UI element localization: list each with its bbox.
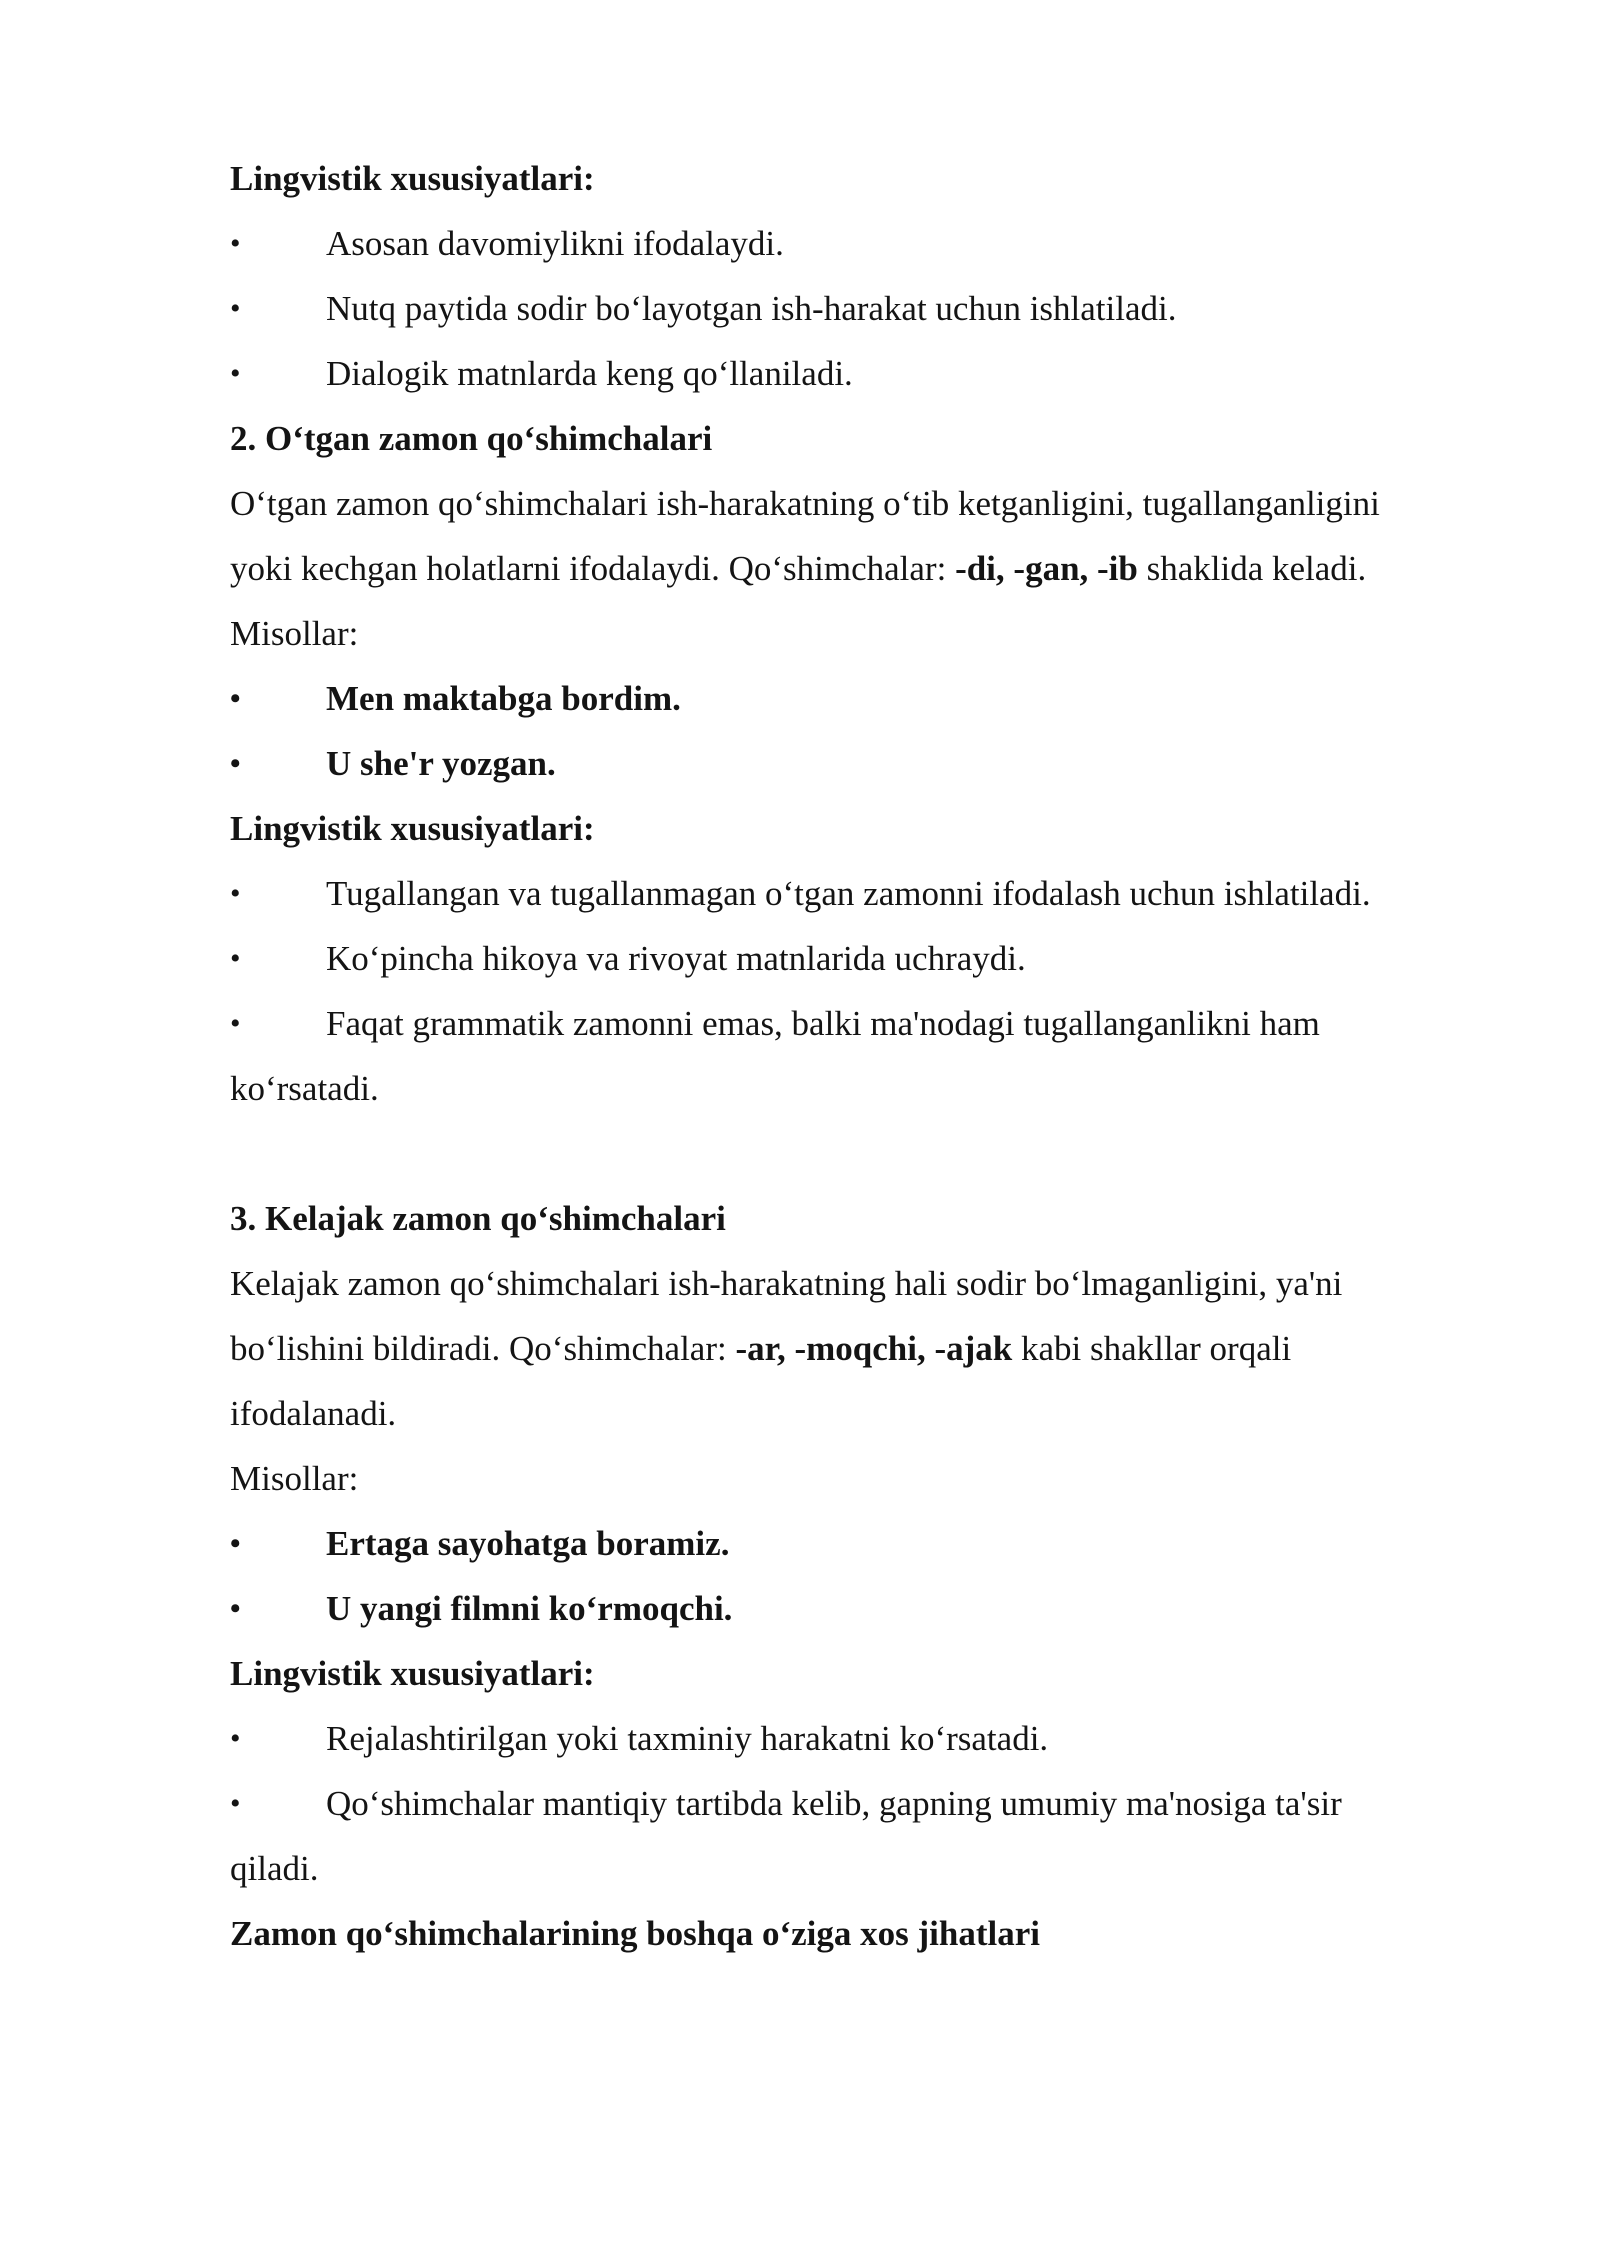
bullet-icon: • (230, 227, 241, 260)
example-item (230, 1576, 1490, 1641)
bullet-icon: • (230, 1722, 241, 1755)
bullet-icon: • (230, 1527, 241, 1560)
list-item-text: Faqat grammatik zamonni emas, balki ma'nodagi tugallanganlikni ham (326, 1004, 1320, 1043)
list-item-text: Qo‘shimchalar mantiqiy tartibda kelib, gapning umumiy ma'nosiga ta'sir (326, 1784, 1342, 1823)
paragraph-line (230, 1316, 1490, 1381)
bullet-icon: • (230, 682, 241, 715)
bullet-icon: • (230, 357, 241, 390)
suffix-list: -ar, -moqchi, -ajak (735, 1329, 1013, 1368)
list-item-text: Nutq paytida sodir bo‘layotgan ish-harakat uchun ishlatiladi. (326, 289, 1177, 328)
section-heading: Lingvistik xususiyatlari: (230, 809, 595, 848)
list-item-text: Dialogik matnlarda keng qo‘llaniladi. (326, 354, 853, 393)
list-item-text: Tugallangan va tugallanmagan o‘tgan zamonni ifodalash uchun ishlatiladi. (326, 874, 1371, 913)
paragraph-line: Kelajak zamon qo‘shimchalari ish-harakatning hali sodir bo‘lmaganligini, ya'ni (230, 1264, 1343, 1303)
list-item (230, 861, 1490, 926)
example-item (230, 1511, 1490, 1576)
section-heading: Lingvistik xususiyatlari: (230, 1654, 595, 1693)
paragraph-line: O‘tgan zamon qo‘shimchalari ish-harakatning o‘tib ketganligini, tugallanganligini (230, 484, 1380, 523)
blank-line (230, 1121, 1490, 1186)
bullet-icon: • (230, 1592, 241, 1625)
paragraph-line (230, 536, 1490, 601)
example-text: Ertaga sayohatga boramiz. (326, 1524, 730, 1563)
example-text: U yangi filmni ko‘rmoqchi. (326, 1589, 733, 1628)
list-item-continuation: qiladi. (230, 1849, 319, 1888)
section-title: Zamon qo‘shimchalarining boshqa o‘ziga xos jihatlari (230, 1914, 1040, 1953)
examples-label: Misollar: (230, 614, 359, 653)
examples-label: Misollar: (230, 1459, 359, 1498)
bullet-icon: • (230, 747, 241, 780)
list-item (230, 991, 1490, 1056)
bullet-icon: • (230, 942, 241, 975)
bullet-icon: • (230, 877, 241, 910)
section-heading: Lingvistik xususiyatlari: (230, 159, 595, 198)
paragraph-text: bo‘lishini bildiradi. Qo‘shimchalar: (230, 1329, 736, 1368)
example-text: U she'r yozgan. (326, 744, 556, 783)
list-item (230, 1771, 1490, 1836)
list-item-text: Ko‘pincha hikoya va rivoyat matnlarida uchraydi. (326, 939, 1026, 978)
paragraph-line: ifodalanadi. (230, 1394, 397, 1433)
document-page (230, 146, 1490, 1966)
section-title: 2. O‘tgan zamon qo‘shimchalari (230, 419, 713, 458)
list-item (230, 276, 1490, 341)
paragraph-text: shaklida keladi. (1137, 549, 1367, 588)
example-item (230, 731, 1490, 796)
bullet-icon: • (230, 1007, 241, 1040)
example-text: Men maktabga bordim. (326, 679, 681, 718)
list-item (230, 926, 1490, 991)
bullet-icon: • (230, 292, 241, 325)
list-item (230, 1706, 1490, 1771)
list-item (230, 341, 1490, 406)
list-item-continuation: ko‘rsatadi. (230, 1069, 379, 1108)
list-item (230, 211, 1490, 276)
suffix-list: -di, -gan, -ib (955, 549, 1138, 588)
list-item-text: Rejalashtirilgan yoki taxminiy harakatni ko‘rsatadi. (326, 1719, 1049, 1758)
paragraph-text: yoki kechgan holatlarni ifodalaydi. Qo‘shimchalar: (230, 549, 956, 588)
bullet-icon: • (230, 1787, 241, 1820)
section-title: 3. Kelajak zamon qo‘shimchalari (230, 1199, 726, 1238)
list-item-text: Asosan davomiylikni ifodalaydi. (326, 224, 784, 263)
example-item (230, 666, 1490, 731)
paragraph-text: kabi shakllar orqali (1012, 1329, 1292, 1368)
